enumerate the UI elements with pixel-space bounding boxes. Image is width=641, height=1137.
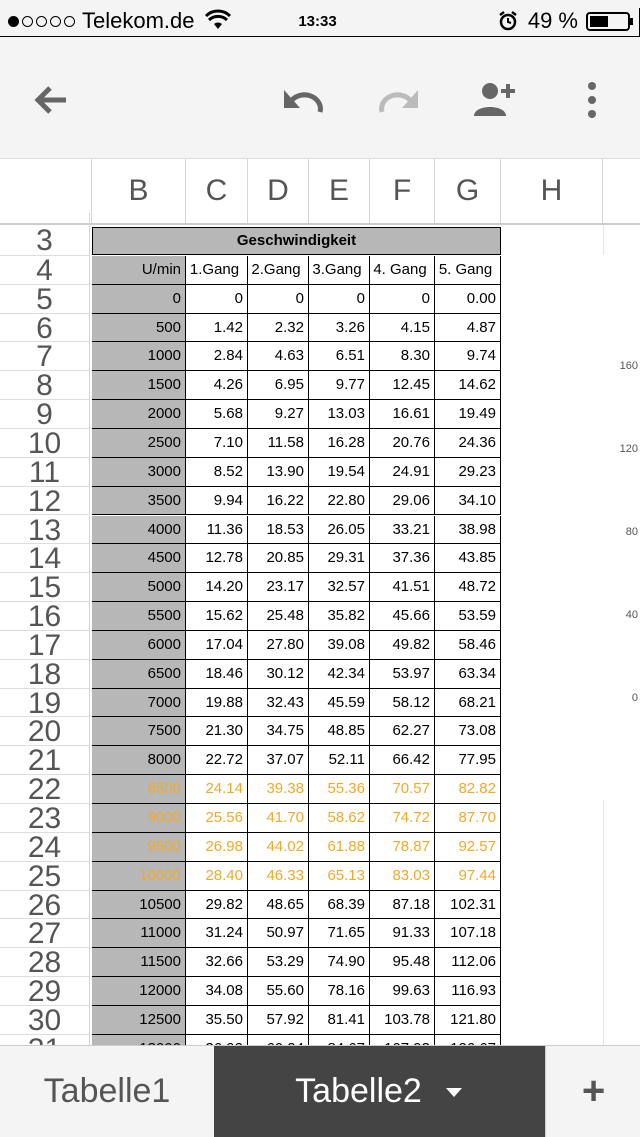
table-cell[interactable]: 13.03 [309,400,370,429]
table-cell[interactable]: 16.22 [248,487,309,516]
table-cell[interactable]: 8500 [92,775,186,804]
table-cell[interactable]: 9.77 [309,371,370,400]
table-cell[interactable]: 16.28 [309,429,370,458]
row-header[interactable]: 22 [0,775,90,804]
carrier-name: Telekom.de [82,8,195,33]
table-cell[interactable]: 57.92 [248,1006,309,1035]
table-cell[interactable]: 8.30 [370,342,435,371]
row-header[interactable]: 26 [0,891,90,920]
alarm-icon [498,11,518,31]
table-cell[interactable]: 4.26 [186,371,248,400]
table-cell[interactable]: 112.06 [435,948,501,977]
table-header-cell[interactable]: 2.Gang [248,256,309,285]
table-cell[interactable]: 11500 [92,948,186,977]
table-cell[interactable]: 15.62 [186,602,248,631]
table-cell[interactable]: 32.57 [309,573,370,602]
table-cell[interactable]: 6.51 [309,342,370,371]
table-cell[interactable]: 5.68 [186,400,248,429]
table-cell[interactable]: 74.72 [370,804,435,833]
table-cell[interactable]: 22.80 [309,487,370,516]
table-cell[interactable]: 14.20 [186,573,248,602]
gridline [603,225,604,255]
table-cell[interactable]: 12.45 [370,371,435,400]
table-cell[interactable]: 81.41 [309,1006,370,1035]
table-cell[interactable]: 2.32 [248,314,309,343]
chart-axis-label: 120 [619,443,638,455]
table-cell[interactable]: 2.84 [186,342,248,371]
table-cell[interactable]: 116.93 [435,977,501,1006]
tab-tabelle2[interactable] [214,1046,545,1137]
table-cell[interactable]: 44.02 [248,833,309,862]
table-cell[interactable]: 5500 [92,602,186,631]
table-cell[interactable]: 87.70 [435,804,501,833]
table-cell[interactable]: 4500 [92,544,186,573]
table-cell[interactable]: 61.88 [309,833,370,862]
table-header-cell[interactable]: 1.Gang [186,256,248,285]
table-cell[interactable]: 9000 [92,804,186,833]
table-cell[interactable]: 4.87 [435,314,501,343]
table-cell[interactable]: 31.24 [186,919,248,948]
table-cell[interactable]: 62.27 [370,717,435,746]
table-cell[interactable]: 55.36 [309,775,370,804]
row-header[interactable]: 30 [0,1006,90,1035]
table-cell[interactable]: 4.15 [370,314,435,343]
table-cell[interactable]: 53.29 [248,948,309,977]
row-header[interactable]: 27 [0,919,90,948]
table-cell[interactable]: 95.48 [370,948,435,977]
dropdown-triangle-icon[interactable] [444,1086,464,1098]
table-cell[interactable]: 11.58 [248,429,309,458]
row-header[interactable]: 6 [0,314,90,343]
column-header-d[interactable]: D [248,159,309,223]
row-header[interactable]: 19 [0,689,90,718]
tab-tabelle1[interactable]: Tabelle1 [43,1072,171,1110]
back-arrow-icon[interactable] [30,78,74,122]
row-header[interactable]: 21 [0,746,90,775]
table-cell[interactable]: 58.12 [370,689,435,718]
table-cell[interactable]: 34.75 [248,717,309,746]
table-cell[interactable]: 66.42 [370,746,435,775]
table-cell[interactable]: 41.70 [248,804,309,833]
table-cell[interactable]: 9.27 [248,400,309,429]
table-cell[interactable]: 8.52 [186,458,248,487]
table-cell[interactable]: 82.82 [435,775,501,804]
add-sheet-button[interactable]: + [545,1046,641,1137]
redo-icon[interactable] [378,78,422,122]
table-header-cell[interactable]: 5. Gang [435,256,501,285]
more-vert-icon[interactable] [570,78,614,122]
table-cell[interactable]: 102.31 [435,891,501,920]
table-cell[interactable]: 77.95 [435,746,501,775]
table-cell[interactable]: 68.39 [309,891,370,920]
tab-tabelle2-label: Tabelle2 [295,1072,422,1110]
row-header[interactable]: 7 [0,342,90,371]
table-cell[interactable]: 37.07 [248,746,309,775]
table-cell[interactable]: 43.85 [435,544,501,573]
row-header[interactable]: 3 [0,213,90,256]
table-cell[interactable]: 24.91 [370,458,435,487]
chart-axis-label: 160 [619,360,638,372]
table-cell[interactable]: 97.44 [435,862,501,891]
table-cell[interactable]: 3000 [92,458,186,487]
chart-axis-label: 80 [625,526,638,538]
table-cell[interactable]: 18.46 [186,660,248,689]
row-header[interactable]: 17 [0,631,90,660]
table-cell[interactable]: 49.82 [370,631,435,660]
table-cell[interactable]: 5000 [92,573,186,602]
table-cell[interactable]: 17.04 [186,631,248,660]
battery-percent: 49 % [527,8,578,33]
table-cell[interactable]: 9.94 [186,487,248,516]
table-cell[interactable]: 87.18 [370,891,435,920]
table-cell[interactable]: 11000 [92,919,186,948]
table-cell[interactable]: 70.57 [370,775,435,804]
table-cell[interactable]: 45.66 [370,602,435,631]
table-cell[interactable]: 9.74 [435,342,501,371]
table-cell[interactable]: 7500 [92,717,186,746]
table-cell[interactable]: 0 [92,285,186,314]
table-cell[interactable]: 68.21 [435,689,501,718]
table-cell[interactable]: 1500 [92,371,186,400]
row-header[interactable]: 14 [0,544,90,573]
add-person-icon[interactable] [472,78,516,122]
table-cell[interactable]: 12500 [92,1006,186,1035]
table-cell[interactable]: 14.62 [435,371,501,400]
status-bar [0,0,640,40]
table-cell[interactable]: 48.72 [435,573,501,602]
row-header[interactable]: 18 [0,660,90,689]
table-cell[interactable]: 0 [309,285,370,314]
table-cell[interactable]: 29.23 [435,458,501,487]
table-cell[interactable]: 48.85 [309,717,370,746]
table-cell[interactable]: 30.12 [248,660,309,689]
table-cell[interactable]: 10000 [92,862,186,891]
table-cell[interactable]: 45.59 [309,689,370,718]
undo-icon[interactable] [280,78,324,122]
table-cell[interactable]: 24.14 [186,775,248,804]
table-cell[interactable]: 78.87 [370,833,435,862]
table-cell[interactable]: 53.97 [370,660,435,689]
table-cell[interactable]: 19.88 [186,689,248,718]
row-header[interactable]: 12 [0,487,90,516]
table-cell[interactable]: 9500 [92,833,186,862]
table-cell[interactable]: 39.38 [248,775,309,804]
table-cell[interactable]: 33.21 [370,516,435,545]
table-cell[interactable]: 35.82 [309,602,370,631]
row-header[interactable]: 20 [0,717,90,746]
table-header-cell[interactable]: 4. Gang [370,256,435,285]
table-cell[interactable]: 7000 [92,689,186,718]
table-cell[interactable]: 34.10 [435,487,501,516]
row-header[interactable]: 16 [0,602,90,631]
table-cell[interactable]: 2000 [92,400,186,429]
table-cell[interactable]: 58.46 [435,631,501,660]
table-cell[interactable]: 3500 [92,487,186,516]
column-header-g[interactable]: G [435,159,501,223]
table-cell[interactable]: 65.13 [309,862,370,891]
chart-axis-label: 0 [631,692,638,704]
table-header-cell[interactable]: U/min [92,256,186,285]
table-cell[interactable]: 50.97 [248,919,309,948]
table-cell[interactable]: 16.61 [370,400,435,429]
table-cell[interactable]: 20.85 [248,544,309,573]
table-cell[interactable]: 0 [248,285,309,314]
table-cell[interactable]: 0 [370,285,435,314]
table-cell[interactable]: 28.40 [186,862,248,891]
table-cell[interactable]: 58.62 [309,804,370,833]
column-header-h[interactable]: H [501,159,603,223]
table-cell[interactable]: 63.34 [435,660,501,689]
toolbar [0,40,640,159]
table-cell[interactable]: 12000 [92,977,186,1006]
table-cell[interactable]: 52.11 [309,746,370,775]
table-cell[interactable]: 26.05 [309,516,370,545]
table-cell[interactable]: 10500 [92,891,186,920]
row-header[interactable]: 10 [0,429,90,458]
row-header[interactable]: 5 [0,285,90,314]
table-cell[interactable]: 29.06 [370,487,435,516]
chart-axis-label: 40 [625,609,638,621]
table-cell[interactable]: 6000 [92,631,186,660]
sheet-tabs [0,1045,640,1137]
table-cell[interactable]: 2500 [92,429,186,458]
table-cell[interactable]: 41.51 [370,573,435,602]
table-cell[interactable]: 26.98 [186,833,248,862]
table-cell[interactable]: 25.48 [248,602,309,631]
row-header[interactable]: 4 [0,256,90,285]
table-cell[interactable]: 107.18 [435,919,501,948]
table-cell[interactable]: 13.90 [248,458,309,487]
table-cell[interactable]: 37.36 [370,544,435,573]
table-cell[interactable]: 48.65 [248,891,309,920]
table-cell[interactable]: 25.56 [186,804,248,833]
table-cell[interactable]: 29.82 [186,891,248,920]
table-cell[interactable]: 71.65 [309,919,370,948]
status-time: 13:33 [0,8,640,37]
row-header[interactable]: 13 [0,516,90,545]
table-cell[interactable]: 29.31 [309,544,370,573]
row-header[interactable]: 24 [0,833,90,862]
table-cell[interactable]: 8000 [92,746,186,775]
column-header-b[interactable]: B [92,159,186,223]
table-cell[interactable]: 46.33 [248,862,309,891]
table-cell[interactable]: 23.17 [248,573,309,602]
column-headers [0,159,640,225]
row-header[interactable]: 29 [0,977,90,1006]
table-cell[interactable]: 74.90 [309,948,370,977]
table-cell[interactable]: 22.72 [186,746,248,775]
table-title[interactable]: Geschwindigkeit [92,227,501,255]
table-cell[interactable]: 32.43 [248,689,309,718]
table-cell[interactable]: 0 [186,285,248,314]
table-cell[interactable]: 500 [92,314,186,343]
row-header[interactable]: 8 [0,371,90,400]
table-cell[interactable]: 4000 [92,516,186,545]
table-cell[interactable]: 3.26 [309,314,370,343]
table-cell[interactable]: 38.98 [435,516,501,545]
battery-icon [586,12,630,31]
spreadsheet-grid[interactable] [0,225,640,1045]
table-cell[interactable]: 39.08 [309,631,370,660]
table-cell[interactable]: 34.08 [186,977,248,1006]
table-cell[interactable]: 99.63 [370,977,435,1006]
table-cell[interactable]: 21.30 [186,717,248,746]
table-cell[interactable]: 103.78 [370,1006,435,1035]
table-cell[interactable]: 7.10 [186,429,248,458]
table-cell[interactable]: 35.50 [186,1006,248,1035]
column-header-i[interactable] [603,159,640,223]
row-header[interactable]: 15 [0,573,90,602]
table-cell[interactable]: 18.53 [248,516,309,545]
table-cell[interactable]: 0.00 [435,285,501,314]
table-cell[interactable]: 6500 [92,660,186,689]
row-header[interactable]: 25 [0,862,90,891]
table-cell[interactable]: 32.66 [186,948,248,977]
table-cell[interactable]: 1.42 [186,314,248,343]
row-header[interactable]: 9 [0,400,90,429]
table-cell[interactable]: 12.78 [186,544,248,573]
row-header[interactable]: 11 [0,458,90,487]
table-cell[interactable]: 4.63 [248,342,309,371]
column-header-c[interactable]: C [186,159,248,223]
table-cell[interactable]: 42.34 [309,660,370,689]
gridline [603,800,604,1045]
table-cell[interactable]: 91.33 [370,919,435,948]
column-header-e[interactable]: E [309,159,370,223]
table-cell[interactable]: 6.95 [248,371,309,400]
table-cell[interactable]: 83.03 [370,862,435,891]
table-cell[interactable]: 19.54 [309,458,370,487]
table-cell[interactable]: 73.08 [435,717,501,746]
table-cell[interactable]: 121.80 [435,1006,501,1035]
table-cell[interactable]: 20.76 [370,429,435,458]
table-cell[interactable]: 53.59 [435,602,501,631]
table-cell[interactable]: 55.60 [248,977,309,1006]
table-cell[interactable]: 27.80 [248,631,309,660]
table-cell[interactable]: 92.57 [435,833,501,862]
row-header[interactable]: 23 [0,804,90,833]
table-header-cell[interactable]: 3.Gang [309,256,370,285]
table-cell[interactable]: 11.36 [186,516,248,545]
table-cell[interactable]: 78.16 [309,977,370,1006]
table-cell[interactable]: 1000 [92,342,186,371]
column-header-f[interactable]: F [370,159,435,223]
table-cell[interactable]: 24.36 [435,429,501,458]
table-cell[interactable]: 19.49 [435,400,501,429]
row-header[interactable]: 28 [0,948,90,977]
